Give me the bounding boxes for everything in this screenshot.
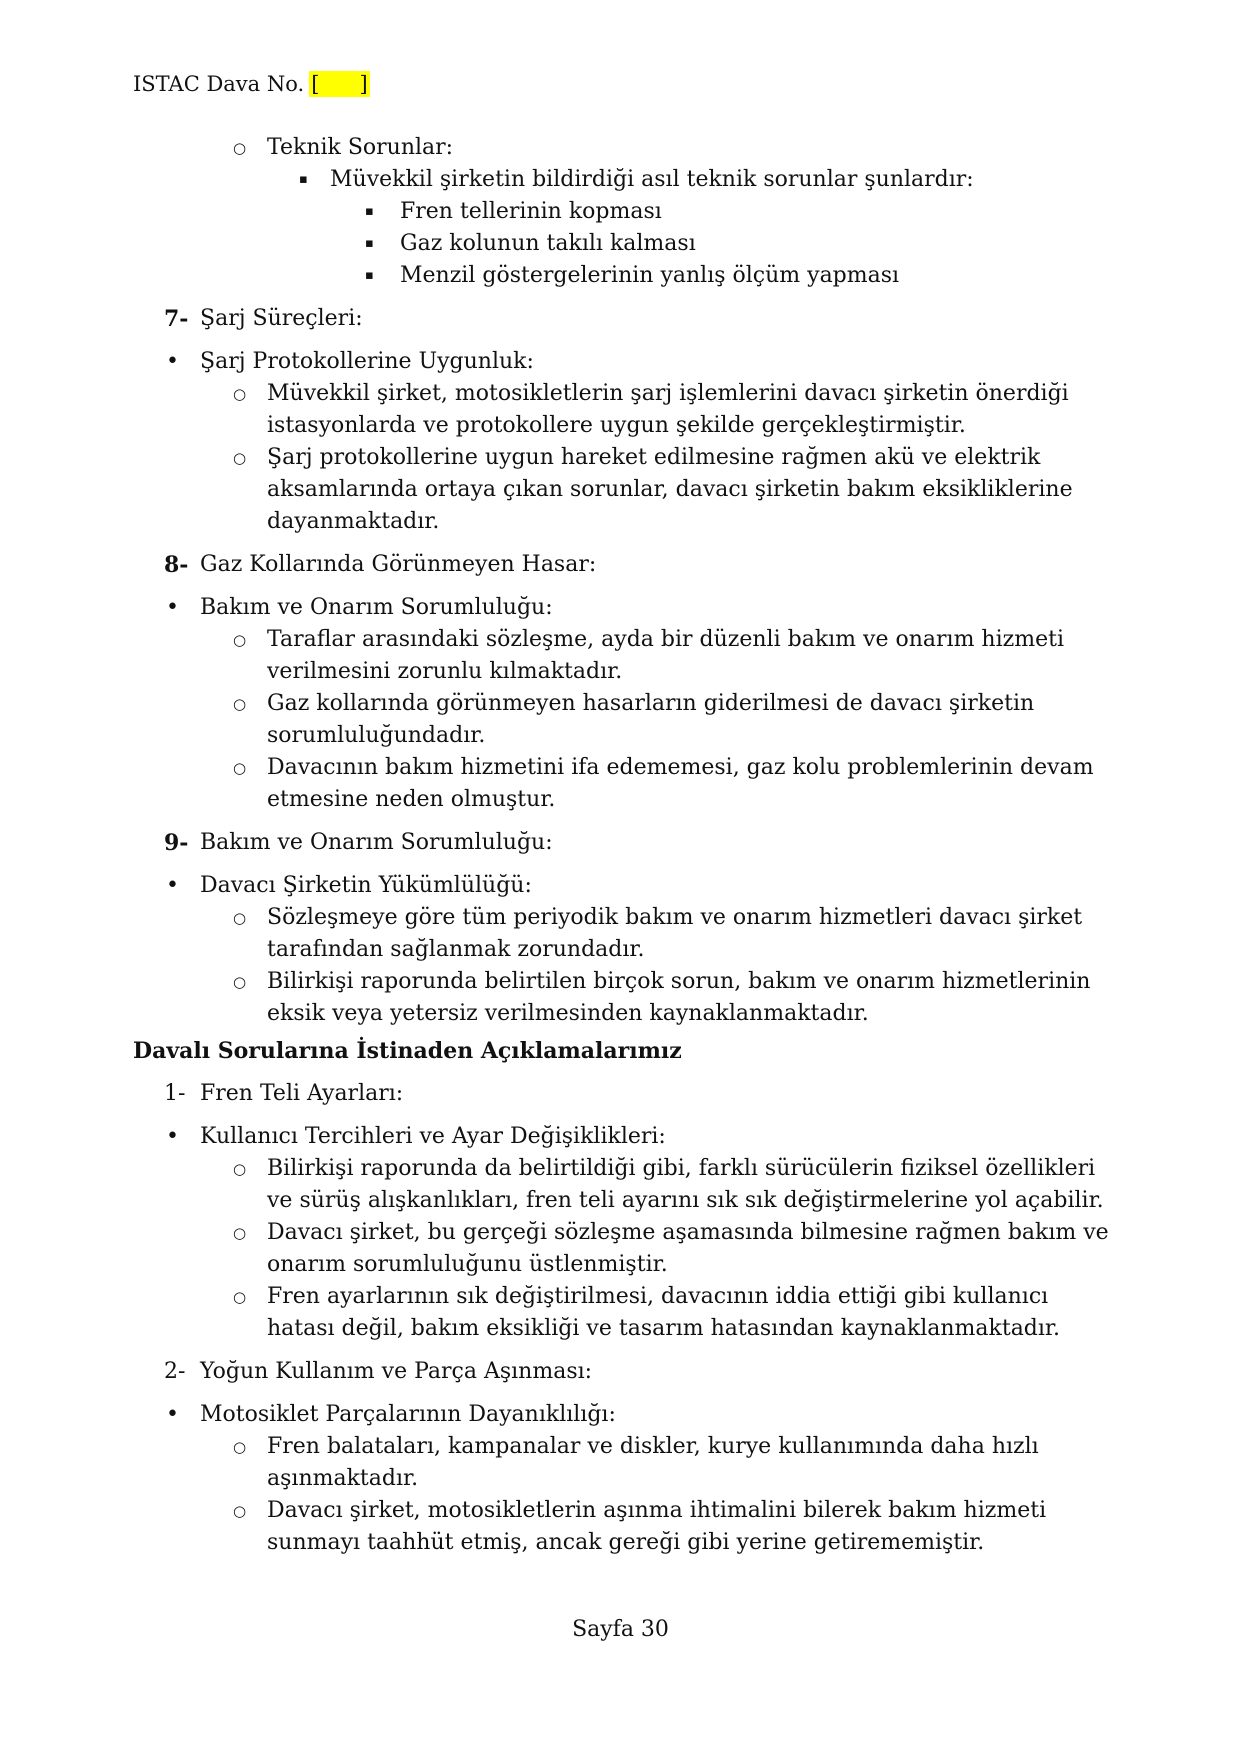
item-number: 8- (164, 552, 189, 578)
circle-bullet-icon: ○ (233, 1160, 247, 1178)
item-number: 2- (164, 1359, 186, 1384)
circle-bullet-icon: ○ (233, 759, 247, 777)
disc-bullet-icon: • (166, 873, 179, 898)
circle-bullet-icon: ○ (233, 449, 247, 467)
item-text: Şarj Protokollerine Uygunluk: (200, 349, 534, 374)
circle-bullet-icon: ○ (233, 973, 247, 991)
section-heading (133, 1035, 1111, 1067)
circle-bullet-icon: ○ (233, 139, 247, 157)
square-bullet-icon: ▪ (365, 204, 374, 219)
item-text: Bilirkişi raporunda belirtilen birçok sorun, bakım ve onarım hizmetlerinin eksik veya yetersiz verilmesinden kaynaklanmaktadır. (267, 969, 1091, 1026)
item-text: Kullanıcı Tercihleri ve Ayar Değişiklikleri: (200, 1124, 666, 1149)
numbered-item (133, 1356, 1111, 1388)
item-text: Taraflar arasındaki sözleşme, ayda bir düzenli bakım ve onarım hizmeti verilmesini zorunlu kılmaktadır. (267, 627, 1064, 684)
list-item (133, 1399, 1111, 1431)
list-item (133, 752, 1111, 816)
circle-bullet-icon: ○ (233, 385, 247, 403)
case-number-highlight: [ ] (311, 72, 368, 96)
list-item (133, 1281, 1111, 1345)
item-text: Şarj Süreçleri: (200, 306, 363, 331)
circle-bullet-icon: ○ (233, 1502, 247, 1520)
page-footer (0, 1614, 1241, 1646)
circle-bullet-icon: ○ (233, 1288, 247, 1306)
item-text: Davacının bakım hizmetini ifa edememesi, gaz kolu problemlerinin devam etmesine neden olmuştur. (267, 755, 1094, 812)
item-text: Müvekkil şirketin bildirdiği asıl teknik sorunlar şunlardır: (330, 167, 974, 192)
square-bullet-icon: ▪ (299, 172, 308, 187)
item-text: Gaz Kollarında Görünmeyen Hasar: (200, 552, 597, 577)
item-text: Fren balataları, kampanalar ve diskler, kurye kullanımında daha hızlı aşınmaktadır. (267, 1434, 1039, 1491)
list-item (133, 346, 1111, 378)
list-item (133, 966, 1111, 1030)
circle-bullet-icon: ○ (233, 631, 247, 649)
list-item (133, 688, 1111, 752)
circle-bullet-icon: ○ (233, 695, 247, 713)
list-item (133, 624, 1111, 688)
item-text: Menzil göstergelerinin yanlış ölçüm yapması (400, 263, 900, 288)
item-text: Davacı Şirketin Yükümlülüğü: (200, 873, 532, 898)
item-number: 1- (164, 1081, 186, 1106)
list-item (133, 1431, 1111, 1495)
page-number: Sayfa 30 (572, 1617, 669, 1642)
item-text: Şarj protokollerine uygun hareket edilmesine rağmen akü ve elektrik aksamlarında ortaya çıkan sorunlar, davacı şirketin bakım eksikliklerine dayanmaktadır. (267, 445, 1073, 534)
item-text: Gaz kollarında görünmeyen hasarların giderilmesi de davacı şirketin sorumluluğundadır. (267, 691, 1035, 748)
list-item (133, 260, 1111, 292)
numbered-item (133, 549, 1111, 581)
disc-bullet-icon: • (166, 595, 179, 620)
disc-bullet-icon: • (166, 1124, 179, 1149)
item-text: Müvekkil şirket, motosikletlerin şarj işlemlerini davacı şirketin önerdiği istasyonlarda ve protokollere uygun şekilde gerçekleştirmiştir. (267, 381, 1069, 438)
circle-bullet-icon: ○ (233, 1438, 247, 1456)
item-text: Fren ayarlarının sık değiştirilmesi, davacının iddia ettiği gibi kullanıcı hatası değil, bakım eksikliği ve tasarım hatasından kaynaklanmaktadır. (267, 1284, 1061, 1341)
section-heading-text: Davalı Sorularına İstinaden Açıklamalarımız (133, 1038, 682, 1064)
numbered-item (133, 827, 1111, 859)
list-item (133, 902, 1111, 966)
item-text: Bakım ve Onarım Sorumluluğu: (200, 595, 553, 620)
item-text: Fren tellerinin kopması (400, 199, 662, 224)
list-item (133, 1495, 1111, 1559)
square-bullet-icon: ▪ (365, 236, 374, 251)
item-text: Sözleşmeye göre tüm periyodik bakım ve onarım hizmetleri davacı şirket tarafından sağlanmak zorundadır. (267, 905, 1083, 962)
list-item (133, 378, 1111, 442)
item-text: Davacı şirket, bu gerçeği sözleşme aşamasında bilmesine rağmen bakım ve onarım sorumluluğunu üstlenmiştir. (267, 1220, 1109, 1277)
item-text: Yoğun Kullanım ve Parça Aşınması: (200, 1359, 593, 1384)
list-item (133, 1121, 1111, 1153)
numbered-item (133, 1078, 1111, 1110)
list-item (133, 442, 1111, 538)
page-header (133, 70, 370, 98)
disc-bullet-icon: • (166, 1402, 179, 1427)
item-text: Bakım ve Onarım Sorumluluğu: (200, 830, 553, 855)
item-text: Bilirkişi raporunda da belirtildiği gibi, farklı sürücülerin fiziksel özellikleri ve sürüş alışkanlıkları, fren teli ayarını sık sık değiştirmelerine yol açabilir. (267, 1156, 1104, 1213)
list-item (133, 1153, 1111, 1217)
disc-bullet-icon: • (166, 349, 179, 374)
case-number-label: ISTAC Dava No. (133, 72, 305, 96)
list-item (133, 132, 1111, 164)
circle-bullet-icon: ○ (233, 909, 247, 927)
item-text: Motosiklet Parçalarının Dayanıklılığı: (200, 1402, 616, 1427)
item-text: Teknik Sorunlar: (267, 135, 454, 160)
item-text: Fren Teli Ayarları: (200, 1081, 404, 1106)
item-number: 9- (164, 830, 189, 856)
list-item (133, 228, 1111, 260)
document-content (133, 132, 1111, 1559)
item-number: 7- (164, 306, 189, 332)
list-item (133, 196, 1111, 228)
square-bullet-icon: ▪ (365, 268, 374, 283)
item-text: Davacı şirket, motosikletlerin aşınma ihtimalini bilerek bakım hizmeti sunmayı taahhüt etmiş, ancak gereği gibi yerine getirememiştir. (267, 1498, 1047, 1555)
list-item (133, 592, 1111, 624)
item-text: Gaz kolunun takılı kalması (400, 231, 696, 256)
list-item (133, 164, 1111, 196)
list-item (133, 1217, 1111, 1281)
circle-bullet-icon: ○ (233, 1224, 247, 1242)
list-item (133, 870, 1111, 902)
numbered-item (133, 303, 1111, 335)
